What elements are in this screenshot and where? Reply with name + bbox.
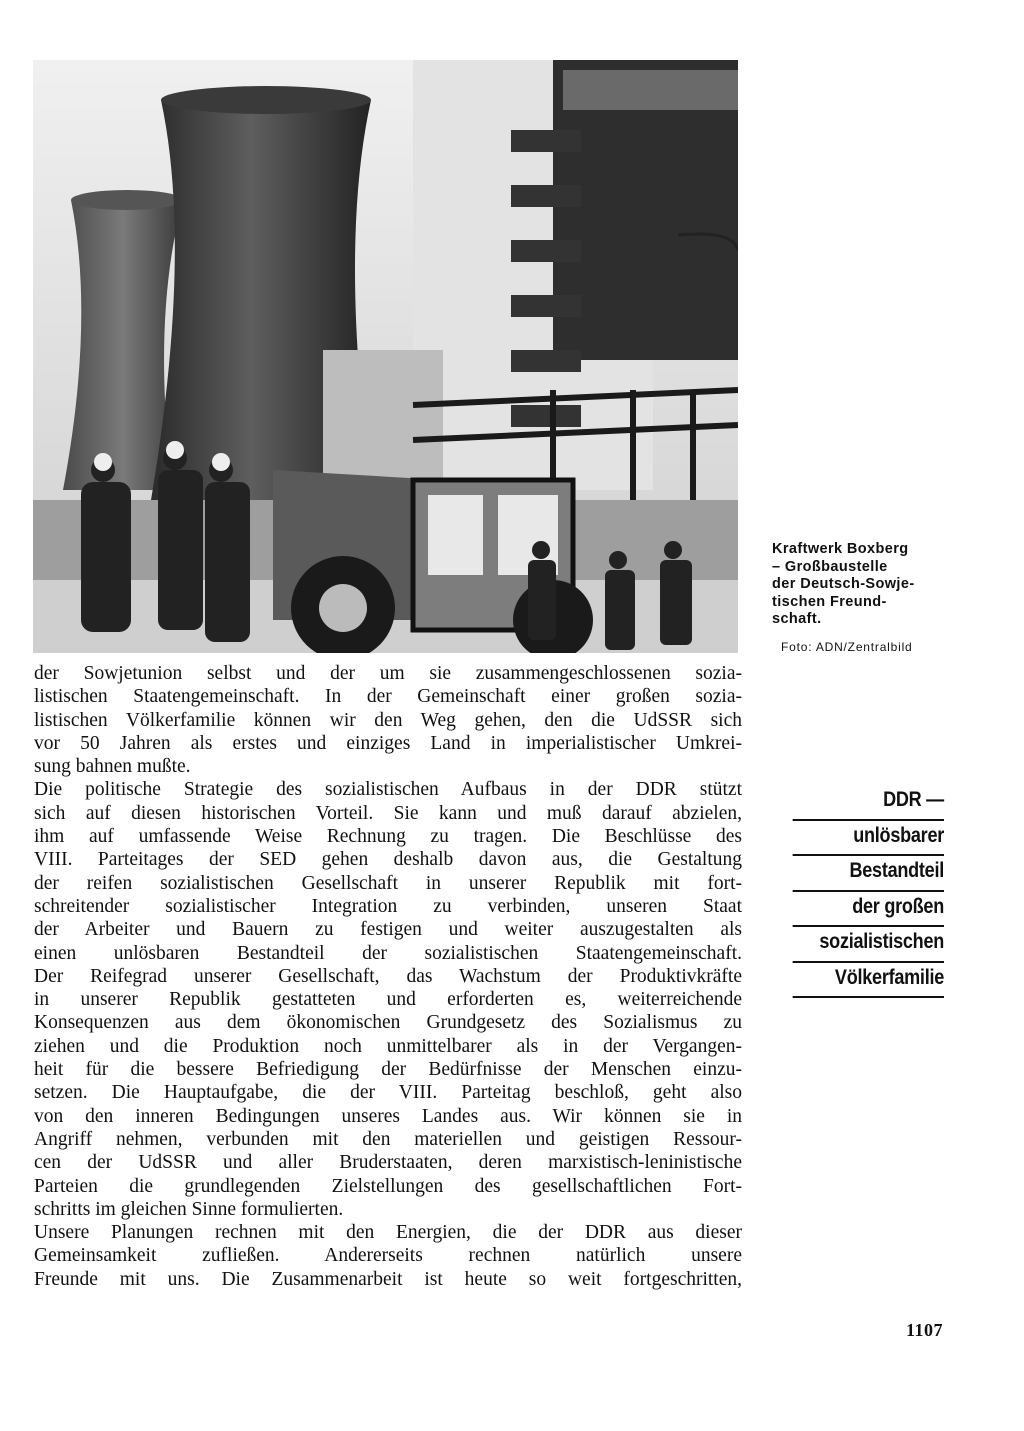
text-line: Unsere Planungen rechnen mit den Energien, die der DDR aus dieser xyxy=(34,1222,742,1244)
photo-credit: Foto: ADN/Zentralbild xyxy=(781,640,913,654)
side-heading-line: sozialistischen xyxy=(793,927,944,963)
text-line: schreitender sozialistischer Integration zu verbinden, unseren Staat xyxy=(34,895,742,917)
text-line: VIII. Parteitages der SED gehen deshalb davon aus, die Gestaltung xyxy=(34,849,742,871)
side-heading-line: DDR — xyxy=(793,785,944,821)
text-line: Die politische Strategie des sozialistischen Aufbaus in der DDR stützt xyxy=(34,779,742,801)
power-plant-photo xyxy=(33,60,738,653)
side-heading xyxy=(768,785,944,998)
caption-line: – Großbaustelle xyxy=(772,558,888,575)
side-heading-line: Völkerfamilie xyxy=(793,963,944,999)
caption-line: schaft. xyxy=(772,611,822,627)
text-line: Der Reifegrad unserer Gesellschaft, das Wachstum der Produktivkräfte xyxy=(34,965,742,987)
side-heading-line: Bestandteil xyxy=(793,856,944,892)
caption-line: tischen Freund- xyxy=(772,593,887,610)
text-line: ihm auf umfassende Weise Rechnung zu tragen. Die Beschlüsse des xyxy=(34,826,742,848)
text-line: Freunde mit uns. Die Zusammenarbeit ist heute so weit fortgeschritten, xyxy=(34,1268,742,1290)
side-heading-line: der großen xyxy=(793,892,944,928)
side-heading-line: unlösbarer xyxy=(793,821,944,857)
text-line: von den inneren Bedingungen unseres Landes aus. Wir können sie in xyxy=(34,1105,742,1127)
text-line: Parteien die grundlegenden Zielstellungen des gesellschaftlichen Fort- xyxy=(34,1175,742,1197)
text-line: in unserer Republik gestatteten und erforderten es, weiterreichende xyxy=(34,989,742,1011)
text-line: vor 50 Jahren als erstes und einziges Land in imperialistischer Umkrei- xyxy=(34,732,742,754)
text-line: der Sowjetunion selbst und der um sie zusammengeschlossenen sozia- xyxy=(34,663,742,684)
caption-line: der Deutsch-Sowje- xyxy=(772,576,915,592)
text-line: Gemeinsamkeit zufließen. Andererseits rechnen natürlich unsere xyxy=(34,1245,742,1267)
caption-line: Kraftwerk Boxberg xyxy=(772,541,909,557)
text-line: setzen. Die Hauptaufgabe, die der VIII. Parteitag beschloß, geht also xyxy=(34,1082,742,1104)
text-line: sich auf diesen historischen Vorteil. Sie kann und muß darauf abzielen, xyxy=(34,802,742,824)
text-line: der reifen sozialistischen Gesellschaft in unserer Republik mit fort- xyxy=(34,872,742,894)
text-line: Angriff nehmen, verbunden mit den materiellen und geistigen Ressour- xyxy=(34,1128,742,1150)
text-line: ziehen und die Produktion noch unmittelbarer als in der Vergangen- xyxy=(34,1035,742,1057)
text-line: listischen Staatengemeinschaft. In der Gemeinschaft einer großen sozia- xyxy=(34,686,742,708)
text-line: heit für die bessere Befriedigung der Bedürfnisse der Menschen einzu- xyxy=(34,1059,742,1081)
text-line: einen unlösbaren Bestandteil der sozialistischen Staatengemeinschaft. xyxy=(34,942,742,964)
text-line: Konsequenzen aus dem ökonomischen Grundgesetz des Sozialismus zu xyxy=(34,1012,742,1034)
text-line: sung bahnen mußte. xyxy=(34,756,191,778)
text-line: listischen Völkerfamilie können wir den Weg gehen, den die UdSSR sich xyxy=(34,709,742,731)
text-line: der Arbeiter und Bauern zu festigen und weiter auszugestalten als xyxy=(34,919,742,941)
text-line: cen der UdSSR und aller Bruderstaaten, deren marxistisch-leninistische xyxy=(34,1152,742,1174)
text-line: schritts im gleichen Sinne formulierten. xyxy=(34,1198,344,1220)
body-text xyxy=(34,662,742,1291)
photo-caption xyxy=(772,541,952,629)
page-number: 1107 xyxy=(906,1320,944,1340)
